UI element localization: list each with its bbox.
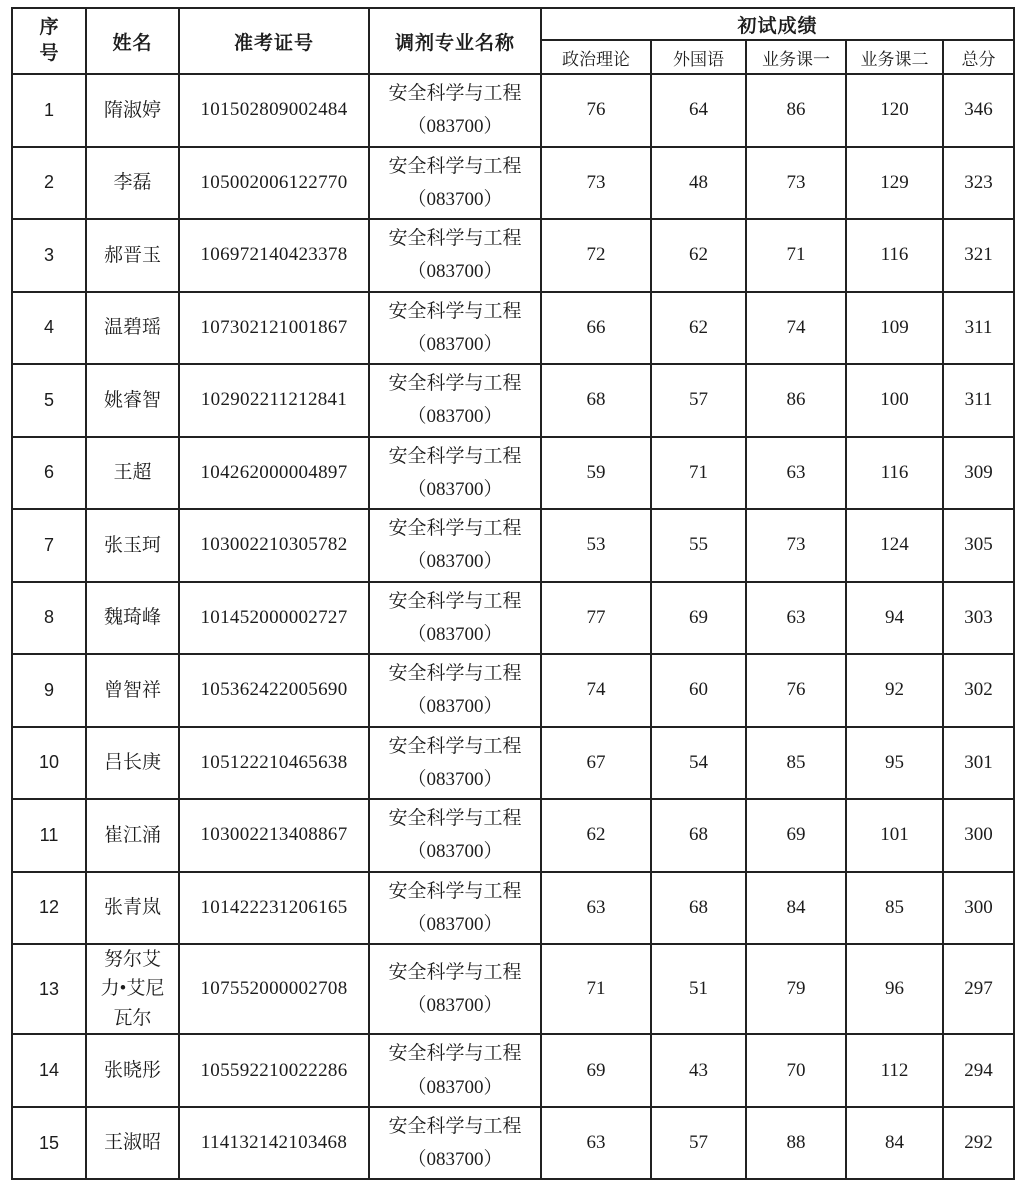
cell-course2: 129 bbox=[846, 147, 943, 220]
cell-id: 104262000004897 bbox=[179, 437, 369, 510]
cell-id: 107552000002708 bbox=[179, 944, 369, 1034]
cell-course2: 84 bbox=[846, 1107, 943, 1180]
major-name: 安全科学与工程 bbox=[388, 1043, 522, 1065]
major-code: （083700） bbox=[407, 913, 503, 935]
cell-name: 吕长庚 bbox=[86, 727, 179, 800]
header-row-main bbox=[12, 8, 1014, 40]
major-name: 安全科学与工程 bbox=[388, 735, 522, 757]
cell-foreign: 43 bbox=[651, 1034, 746, 1107]
major-name: 安全科学与工程 bbox=[388, 880, 522, 902]
major-code: （083700） bbox=[407, 768, 503, 790]
cell-politics: 68 bbox=[541, 364, 651, 437]
cell-index: 12 bbox=[12, 872, 86, 945]
major-code: （083700） bbox=[407, 333, 503, 355]
major-code: （083700） bbox=[407, 696, 503, 718]
table-row bbox=[12, 74, 1014, 147]
cell-major bbox=[369, 727, 541, 800]
cell-major bbox=[369, 74, 541, 147]
cell-major bbox=[369, 292, 541, 365]
cell-major bbox=[369, 799, 541, 872]
cell-course1: 73 bbox=[746, 509, 846, 582]
cell-foreign: 54 bbox=[651, 727, 746, 800]
cell-politics: 72 bbox=[541, 219, 651, 292]
major-code: （083700） bbox=[407, 116, 503, 138]
cell-course1: 76 bbox=[746, 654, 846, 727]
cell-index: 7 bbox=[12, 509, 86, 582]
table-row bbox=[12, 654, 1014, 727]
cell-foreign: 64 bbox=[651, 74, 746, 147]
header-course1: 业务课一 bbox=[746, 40, 846, 74]
major-name: 安全科学与工程 bbox=[388, 83, 522, 104]
major-code: （083700） bbox=[407, 1149, 503, 1171]
cell-course2: 116 bbox=[846, 219, 943, 292]
cell-major bbox=[369, 509, 541, 582]
cell-politics: 76 bbox=[541, 74, 651, 147]
cell-politics: 71 bbox=[541, 944, 651, 1034]
cell-major bbox=[369, 872, 541, 945]
cell-foreign: 71 bbox=[651, 437, 746, 510]
cell-total: 311 bbox=[943, 292, 1014, 365]
cell-id: 105002006122770 bbox=[179, 147, 369, 220]
cell-course1: 63 bbox=[746, 437, 846, 510]
major-name: 安全科学与工程 bbox=[388, 808, 522, 829]
cell-name: 温碧瑶 bbox=[86, 292, 179, 365]
cell-course2: 101 bbox=[846, 799, 943, 872]
cell-name: 郝晋玉 bbox=[86, 219, 179, 292]
major-name: 安全科学与工程 bbox=[388, 663, 522, 684]
cell-name: 隋淑婷 bbox=[86, 74, 179, 147]
major-code: （083700） bbox=[407, 995, 503, 1017]
cell-total: 300 bbox=[943, 872, 1014, 945]
cell-index: 4 bbox=[12, 292, 86, 365]
major-code: （083700） bbox=[407, 478, 503, 500]
header-total: 总分 bbox=[943, 40, 1014, 74]
cell-major bbox=[369, 582, 541, 655]
cell-total: 294 bbox=[943, 1034, 1014, 1107]
cell-course1: 71 bbox=[746, 219, 846, 292]
cell-politics: 62 bbox=[541, 799, 651, 872]
cell-name: 努尔艾力•艾尼瓦尔 bbox=[86, 944, 179, 1034]
cell-course1: 79 bbox=[746, 944, 846, 1034]
cell-name: 李磊 bbox=[86, 147, 179, 220]
cell-name: 姚睿智 bbox=[86, 364, 179, 437]
table-row bbox=[12, 872, 1014, 945]
cell-course1: 73 bbox=[746, 147, 846, 220]
cell-name: 张青岚 bbox=[86, 872, 179, 945]
cell-foreign: 48 bbox=[651, 147, 746, 220]
cell-major bbox=[369, 219, 541, 292]
cell-name: 王超 bbox=[86, 437, 179, 510]
cell-foreign: 69 bbox=[651, 582, 746, 655]
cell-course2: 94 bbox=[846, 582, 943, 655]
table-row bbox=[12, 944, 1014, 1034]
table-row bbox=[12, 799, 1014, 872]
cell-course1: 84 bbox=[746, 872, 846, 945]
major-code: （083700） bbox=[407, 261, 503, 283]
cell-politics: 77 bbox=[541, 582, 651, 655]
cell-index: 9 bbox=[12, 654, 86, 727]
header-foreign: 外国语 bbox=[651, 40, 746, 74]
cell-major bbox=[369, 1107, 541, 1180]
cell-foreign: 57 bbox=[651, 1107, 746, 1180]
cell-politics: 73 bbox=[541, 147, 651, 220]
cell-course1: 86 bbox=[746, 74, 846, 147]
major-code: （083700） bbox=[407, 1076, 503, 1098]
cell-major bbox=[369, 437, 541, 510]
table-row bbox=[12, 437, 1014, 510]
cell-total: 302 bbox=[943, 654, 1014, 727]
table-row bbox=[12, 147, 1014, 220]
cell-name: 张玉珂 bbox=[86, 509, 179, 582]
cell-course2: 116 bbox=[846, 437, 943, 510]
cell-name: 张晓彤 bbox=[86, 1034, 179, 1107]
cell-total: 305 bbox=[943, 509, 1014, 582]
cell-foreign: 55 bbox=[651, 509, 746, 582]
cell-id: 101452000002727 bbox=[179, 582, 369, 655]
cell-politics: 66 bbox=[541, 292, 651, 365]
cell-foreign: 60 bbox=[651, 654, 746, 727]
cell-foreign: 51 bbox=[651, 944, 746, 1034]
cell-politics: 59 bbox=[541, 437, 651, 510]
cell-name: 王淑昭 bbox=[86, 1107, 179, 1180]
cell-course2: 92 bbox=[846, 654, 943, 727]
cell-major bbox=[369, 147, 541, 220]
cell-politics: 53 bbox=[541, 509, 651, 582]
cell-index: 14 bbox=[12, 1034, 86, 1107]
cell-course1: 70 bbox=[746, 1034, 846, 1107]
cell-id: 105362422005690 bbox=[179, 654, 369, 727]
cell-total: 292 bbox=[943, 1107, 1014, 1180]
cell-politics: 74 bbox=[541, 654, 651, 727]
cell-foreign: 68 bbox=[651, 872, 746, 945]
cell-total: 323 bbox=[943, 147, 1014, 220]
table-row bbox=[12, 1034, 1014, 1107]
major-name: 安全科学与工程 bbox=[388, 961, 522, 983]
table-row bbox=[12, 219, 1014, 292]
header-id: 准考证号 bbox=[179, 8, 369, 74]
cell-politics: 63 bbox=[541, 872, 651, 945]
table-row bbox=[12, 1107, 1014, 1180]
major-name: 安全科学与工程 bbox=[388, 155, 522, 177]
cell-index: 15 bbox=[12, 1107, 86, 1180]
cell-id: 101502809002484 bbox=[179, 74, 369, 147]
table-body bbox=[12, 74, 1014, 1179]
cell-course2: 100 bbox=[846, 364, 943, 437]
cell-total: 346 bbox=[943, 74, 1014, 147]
cell-foreign: 62 bbox=[651, 292, 746, 365]
table-row bbox=[12, 292, 1014, 365]
cell-id: 103002210305782 bbox=[179, 509, 369, 582]
cell-total: 301 bbox=[943, 727, 1014, 800]
major-name: 安全科学与工程 bbox=[388, 518, 522, 539]
cell-politics: 69 bbox=[541, 1034, 651, 1107]
table-row bbox=[12, 364, 1014, 437]
cell-name: 魏琦峰 bbox=[86, 582, 179, 655]
cell-total: 309 bbox=[943, 437, 1014, 510]
table-row bbox=[12, 509, 1014, 582]
cell-course2: 95 bbox=[846, 727, 943, 800]
cell-index: 3 bbox=[12, 219, 86, 292]
cell-major bbox=[369, 944, 541, 1034]
major-name: 安全科学与工程 bbox=[388, 590, 522, 612]
cell-total: 300 bbox=[943, 799, 1014, 872]
cell-index: 1 bbox=[12, 74, 86, 147]
cell-foreign: 62 bbox=[651, 219, 746, 292]
major-code: （083700） bbox=[407, 188, 503, 210]
major-name: 安全科学与工程 bbox=[388, 300, 522, 322]
cell-index: 2 bbox=[12, 147, 86, 220]
header-scores-group: 初试成绩 bbox=[541, 8, 1014, 40]
score-table bbox=[11, 7, 1015, 1180]
cell-foreign: 68 bbox=[651, 799, 746, 872]
cell-course1: 63 bbox=[746, 582, 846, 655]
table-header bbox=[12, 8, 1014, 74]
cell-id: 103002213408867 bbox=[179, 799, 369, 872]
cell-id: 107302121001867 bbox=[179, 292, 369, 365]
cell-id: 101422231206165 bbox=[179, 872, 369, 945]
major-name: 安全科学与工程 bbox=[388, 228, 522, 249]
cell-id: 106972140423378 bbox=[179, 219, 369, 292]
cell-course2: 124 bbox=[846, 509, 943, 582]
major-name: 安全科学与工程 bbox=[388, 1115, 522, 1137]
header-politics: 政治理论 bbox=[541, 40, 651, 74]
header-course2: 业务课二 bbox=[846, 40, 943, 74]
major-code: （083700） bbox=[407, 406, 503, 428]
major-code: （083700） bbox=[407, 841, 503, 863]
major-code: （083700） bbox=[407, 623, 503, 645]
cell-id: 105122210465638 bbox=[179, 727, 369, 800]
cell-course2: 109 bbox=[846, 292, 943, 365]
cell-course2: 120 bbox=[846, 74, 943, 147]
cell-course2: 112 bbox=[846, 1034, 943, 1107]
header-index-label: 序号 bbox=[39, 17, 59, 64]
cell-index: 10 bbox=[12, 727, 86, 800]
cell-politics: 67 bbox=[541, 727, 651, 800]
cell-index: 11 bbox=[12, 799, 86, 872]
cell-total: 311 bbox=[943, 364, 1014, 437]
major-name: 安全科学与工程 bbox=[388, 445, 522, 467]
cell-course1: 69 bbox=[746, 799, 846, 872]
cell-index: 6 bbox=[12, 437, 86, 510]
cell-total: 321 bbox=[943, 219, 1014, 292]
cell-course1: 86 bbox=[746, 364, 846, 437]
cell-course2: 85 bbox=[846, 872, 943, 945]
header-name: 姓名 bbox=[86, 8, 179, 74]
cell-id: 105592210022286 bbox=[179, 1034, 369, 1107]
cell-major bbox=[369, 364, 541, 437]
cell-course1: 88 bbox=[746, 1107, 846, 1180]
cell-course1: 74 bbox=[746, 292, 846, 365]
cell-major bbox=[369, 654, 541, 727]
cell-total: 297 bbox=[943, 944, 1014, 1034]
cell-index: 13 bbox=[12, 944, 86, 1034]
cell-total: 303 bbox=[943, 582, 1014, 655]
cell-index: 8 bbox=[12, 582, 86, 655]
header-major: 调剂专业名称 bbox=[369, 8, 541, 74]
table-row bbox=[12, 582, 1014, 655]
cell-foreign: 57 bbox=[651, 364, 746, 437]
cell-name: 崔江涌 bbox=[86, 799, 179, 872]
cell-major bbox=[369, 1034, 541, 1107]
cell-course2: 96 bbox=[846, 944, 943, 1034]
cell-id: 114132142103468 bbox=[179, 1107, 369, 1180]
cell-id: 102902211212841 bbox=[179, 364, 369, 437]
cell-index: 5 bbox=[12, 364, 86, 437]
header-index bbox=[12, 8, 86, 74]
major-name: 安全科学与工程 bbox=[388, 373, 522, 394]
cell-course1: 85 bbox=[746, 727, 846, 800]
major-code: （083700） bbox=[407, 551, 503, 573]
cell-name: 曾智祥 bbox=[86, 654, 179, 727]
cell-politics: 63 bbox=[541, 1107, 651, 1180]
table-row bbox=[12, 727, 1014, 800]
